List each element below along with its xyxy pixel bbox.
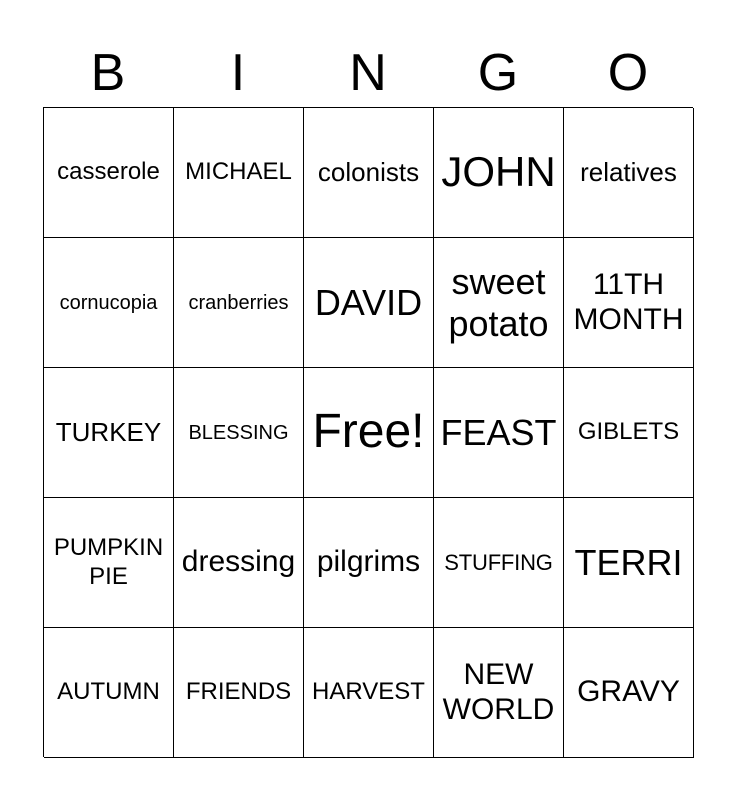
bingo-cell[interactable] [174,498,304,628]
bingo-cell[interactable] [434,498,564,628]
bingo-cell[interactable] [564,628,694,758]
bingo-cell[interactable] [44,368,174,498]
cell-label: cornucopia [59,291,158,314]
bingo-cell[interactable] [304,108,434,238]
cell-label: MICHAEL [185,158,292,186]
bingo-cell[interactable] [434,368,564,498]
bingo-cell[interactable] [44,498,174,628]
cell-label: AUTUMN [57,678,160,706]
cell-label: GIBLETS [577,418,680,446]
bingo-cell[interactable] [564,368,694,498]
cell-label: cranberries [188,291,289,314]
cell-label: colonists [317,156,420,187]
bingo-cell[interactable] [174,368,304,498]
cell-label: TURKEY [55,416,162,447]
cell-label: relatives [580,156,677,187]
bingo-grid [43,107,693,757]
cell-label: pilgrims [316,545,421,579]
header-letter-n: N [349,44,387,102]
bingo-header [43,42,693,104]
header-letter-b: B [90,44,126,102]
bingo-cell[interactable] [434,628,564,758]
cell-label: dressing [181,545,296,579]
bingo-cell[interactable] [44,238,174,368]
cell-label: HARVEST [312,678,425,706]
bingo-cell[interactable] [434,238,564,368]
bingo-cell[interactable] [174,628,304,758]
cell-label: NEW WORLD [442,658,555,726]
bingo-cell[interactable] [44,108,174,238]
cell-label: DAVID [314,281,423,323]
header-letter-o: O [607,44,649,102]
bingo-cell[interactable] [564,108,694,238]
bingo-cell[interactable] [174,238,304,368]
cell-label: 11TH MONTH [573,268,684,336]
cell-label: FEAST [440,411,557,453]
bingo-cell[interactable] [564,238,694,368]
cell-label: GRAVY [577,675,680,709]
bingo-cell[interactable] [174,108,304,238]
header-letter-g: G [477,44,519,102]
cell-label: sweet potato [448,261,549,344]
bingo-cell[interactable] [564,498,694,628]
cell-label: JOHN [441,148,556,196]
bingo-cell[interactable] [304,628,434,758]
bingo-cell[interactable] [304,498,434,628]
bingo-cell[interactable] [304,238,434,368]
cell-label: casserole [57,158,160,186]
cell-label: BLESSING [188,421,289,444]
cell-label: STUFFING [444,549,553,575]
cell-label: FRIENDS [185,678,292,706]
bingo-cell[interactable] [434,108,564,238]
free-space-cell[interactable] [304,368,434,498]
header-letter-i: I [230,44,246,102]
bingo-cell[interactable] [44,628,174,758]
cell-label: TERRI [574,541,683,583]
free-space-label: Free! [312,405,425,459]
cell-label: PUMPKIN PIE [53,533,164,590]
